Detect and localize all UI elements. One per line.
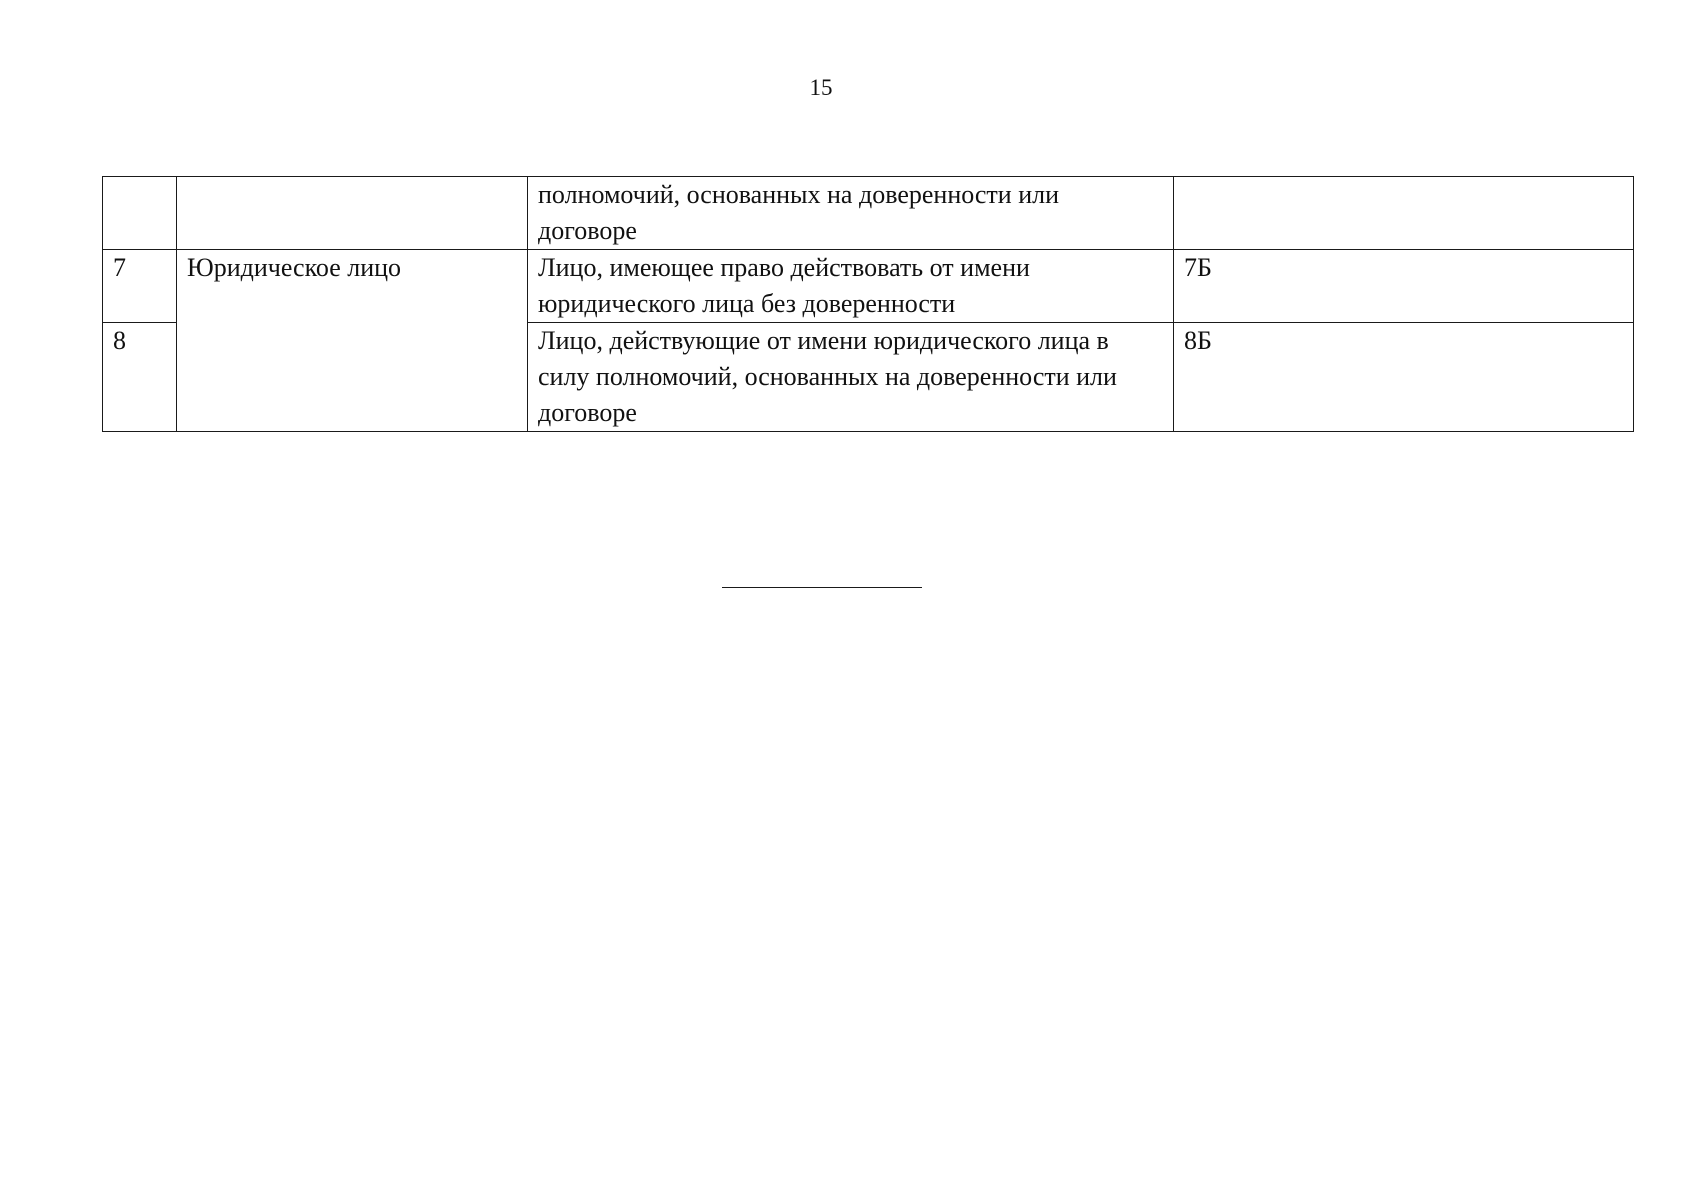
- description-cell: Лицо, имеющее право действовать от имени юридического лица без доверенности: [528, 250, 1174, 323]
- table-row: [103, 250, 1634, 323]
- row-number-cell: 8: [103, 323, 177, 432]
- code-cell: [1174, 177, 1634, 250]
- code-cell: 8Б: [1174, 323, 1634, 432]
- subject-cell: [177, 177, 528, 250]
- subject-cell: Юридическое лицо: [177, 250, 528, 432]
- row-number-cell: 7: [103, 250, 177, 323]
- page-number: 15: [809, 75, 833, 100]
- data-table: [102, 176, 1634, 432]
- description-cell: полномочий, основанных на доверенности или договоре: [528, 177, 1174, 250]
- row-number-cell: [103, 177, 177, 250]
- description-cell: Лицо, действующие от имени юридического лица в силу полномочий, основанных на доверенности или договоре: [528, 323, 1174, 432]
- code-cell: 7Б: [1174, 250, 1634, 323]
- closing-rule: [722, 587, 922, 588]
- table-row: [103, 177, 1634, 250]
